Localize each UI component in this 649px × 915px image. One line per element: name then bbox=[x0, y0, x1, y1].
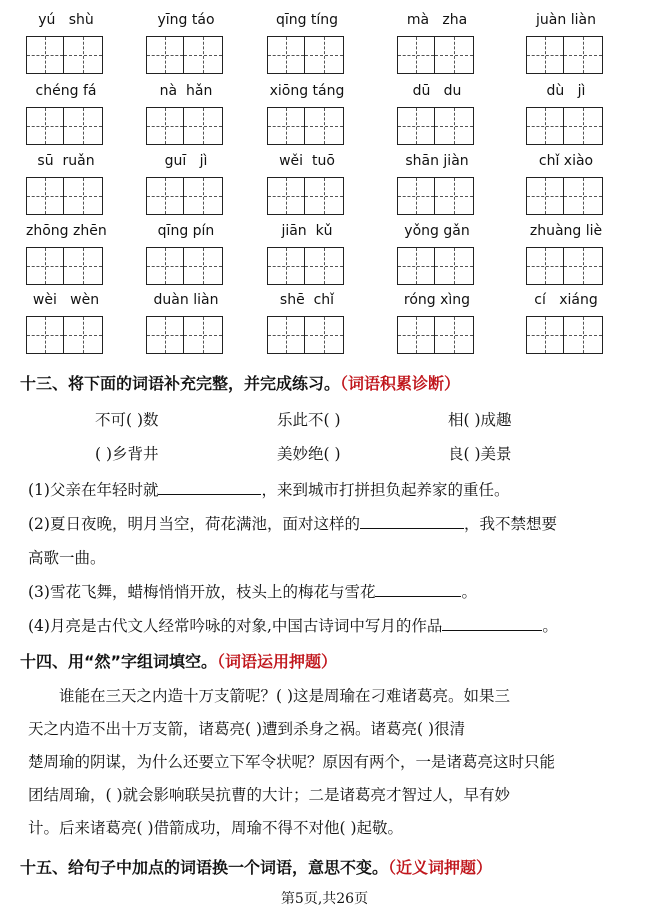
question-3 bbox=[28, 580, 477, 602]
writing-cells bbox=[267, 177, 347, 215]
writing-cells bbox=[146, 316, 226, 354]
guide-line-vertical bbox=[545, 248, 546, 284]
pinyin-text: cí xiáng bbox=[534, 292, 598, 308]
tianzige-cell[interactable] bbox=[26, 177, 64, 215]
tianzige-cell[interactable] bbox=[526, 177, 564, 215]
writing-cells bbox=[146, 177, 226, 215]
writing-cells bbox=[526, 316, 606, 354]
writing-cells bbox=[397, 316, 477, 354]
tianzige-cell[interactable] bbox=[64, 316, 103, 354]
tianzige-cell[interactable] bbox=[267, 247, 305, 285]
section-14-tag: （词语运用押题） bbox=[217, 652, 338, 671]
tianzige-cell[interactable] bbox=[397, 177, 435, 215]
guide-line-vertical bbox=[324, 178, 325, 214]
pinyin-text: yǒng gǎn bbox=[404, 223, 470, 239]
word-fill-4: ( )乡背井 bbox=[95, 445, 159, 463]
guide-line-vertical bbox=[203, 178, 204, 214]
tianzige-cell[interactable] bbox=[26, 107, 64, 145]
tianzige-cell[interactable] bbox=[435, 107, 474, 145]
tianzige-cell[interactable] bbox=[305, 177, 344, 215]
writing-cells bbox=[397, 107, 477, 145]
pinyin-text: zhōng zhēn bbox=[26, 223, 107, 239]
guide-line-vertical bbox=[165, 37, 166, 73]
writing-cells bbox=[526, 247, 606, 285]
tianzige-cell[interactable] bbox=[146, 107, 184, 145]
answer-blank-3[interactable] bbox=[375, 582, 461, 597]
writing-cells bbox=[146, 36, 226, 74]
tianzige-cell[interactable] bbox=[564, 247, 603, 285]
writing-cells bbox=[397, 177, 477, 215]
pinyin-text: sū ruǎn bbox=[37, 153, 95, 169]
tianzige-cell[interactable] bbox=[146, 177, 184, 215]
writing-cells bbox=[26, 247, 106, 285]
writing-cells bbox=[26, 177, 106, 215]
guide-line-vertical bbox=[45, 108, 46, 144]
tianzige-cell[interactable] bbox=[267, 107, 305, 145]
pinyin-text: chéng fá bbox=[35, 83, 97, 99]
question-1-end: ，来到城市打拼担负起养家的重任。 bbox=[261, 481, 510, 499]
tianzige-cell[interactable] bbox=[267, 177, 305, 215]
pinyin-text: wèi wèn bbox=[32, 292, 100, 308]
guide-line-vertical bbox=[286, 108, 287, 144]
tianzige-cell[interactable] bbox=[564, 316, 603, 354]
guide-line-vertical bbox=[83, 178, 84, 214]
pinyin-row bbox=[0, 153, 649, 223]
tianzige-cell[interactable] bbox=[64, 247, 103, 285]
guide-line-vertical bbox=[583, 178, 584, 214]
word-fill-2: 乐此不( ) bbox=[277, 411, 341, 429]
writing-cells bbox=[267, 247, 347, 285]
question-2-cont: 高歌一曲。 bbox=[28, 549, 106, 567]
page-footer: 第5页,共26页 bbox=[280, 891, 369, 907]
writing-cells bbox=[267, 316, 347, 354]
tianzige-cell[interactable] bbox=[146, 247, 184, 285]
tianzige-cell[interactable] bbox=[397, 107, 435, 145]
tianzige-cell[interactable] bbox=[397, 316, 435, 354]
answer-blank-4[interactable] bbox=[442, 616, 542, 631]
guide-line-vertical bbox=[83, 248, 84, 284]
guide-line-vertical bbox=[286, 178, 287, 214]
guide-line-vertical bbox=[416, 178, 417, 214]
writing-cells bbox=[26, 316, 106, 354]
section-14-passage bbox=[28, 680, 628, 845]
tianzige-cell[interactable] bbox=[64, 107, 103, 145]
pinyin-text: dù jì bbox=[546, 83, 586, 99]
tianzige-cell[interactable] bbox=[26, 247, 64, 285]
passage-line-5: 计。后来诸葛亮( )借箭成功，周瑜不得不对他( )起敬。 bbox=[28, 819, 404, 837]
section-13-tag: （词语积累诊断） bbox=[340, 374, 461, 393]
guide-line-vertical bbox=[203, 248, 204, 284]
guide-line-vertical bbox=[324, 37, 325, 73]
word-fill-6: 良( )美景 bbox=[448, 445, 512, 463]
word-fill-5: 美妙绝( ) bbox=[277, 445, 341, 463]
guide-line-vertical bbox=[286, 248, 287, 284]
question-4 bbox=[28, 614, 558, 636]
question-4-end: 。 bbox=[542, 617, 558, 635]
tianzige-cell[interactable] bbox=[184, 36, 223, 74]
guide-line-vertical bbox=[83, 317, 84, 353]
section-13-heading: 十三、将下面的词语补充完整，并完成练习。 bbox=[20, 374, 341, 393]
question-2 bbox=[28, 512, 557, 534]
tianzige-cell[interactable] bbox=[526, 316, 564, 354]
section-15-heading: 十五、给句子中加点的词语换一个词语，意思不变。 bbox=[20, 858, 389, 877]
section-15-title bbox=[20, 855, 492, 878]
tianzige-cell[interactable] bbox=[146, 36, 184, 74]
guide-line-vertical bbox=[45, 37, 46, 73]
guide-line-vertical bbox=[545, 108, 546, 144]
guide-line-vertical bbox=[165, 248, 166, 284]
guide-line-vertical bbox=[165, 108, 166, 144]
pinyin-text: róng xìng bbox=[403, 292, 471, 308]
writing-cells bbox=[26, 36, 106, 74]
guide-line-vertical bbox=[45, 317, 46, 353]
answer-blank-1[interactable] bbox=[158, 480, 261, 495]
guide-line-vertical bbox=[286, 317, 287, 353]
guide-line-vertical bbox=[45, 248, 46, 284]
tianzige-cell[interactable] bbox=[526, 107, 564, 145]
pinyin-text: juàn liàn bbox=[536, 12, 596, 28]
tianzige-cell[interactable] bbox=[26, 36, 64, 74]
guide-line-vertical bbox=[454, 248, 455, 284]
tianzige-cell[interactable] bbox=[435, 316, 474, 354]
writing-cells bbox=[526, 177, 606, 215]
pinyin-text: yīng táo bbox=[157, 12, 215, 28]
tianzige-cell[interactable] bbox=[305, 247, 344, 285]
guide-line-vertical bbox=[583, 317, 584, 353]
tianzige-cell[interactable] bbox=[267, 316, 305, 354]
question-1-text: (1)父亲在年轻时就 bbox=[28, 481, 159, 499]
question-4-text: (4)月亮是古代文人经常吟咏的对象,中国古诗词中写月的作品 bbox=[28, 617, 443, 635]
guide-line-vertical bbox=[83, 37, 84, 73]
tianzige-cell[interactable] bbox=[305, 316, 344, 354]
guide-line-vertical bbox=[583, 248, 584, 284]
tianzige-cell[interactable] bbox=[397, 36, 435, 74]
guide-line-vertical bbox=[583, 37, 584, 73]
section-13-title bbox=[20, 371, 460, 394]
tianzige-cell[interactable] bbox=[435, 247, 474, 285]
guide-line-vertical bbox=[454, 317, 455, 353]
guide-line-vertical bbox=[416, 108, 417, 144]
tianzige-cell[interactable] bbox=[146, 316, 184, 354]
tianzige-cell[interactable] bbox=[184, 247, 223, 285]
guide-line-vertical bbox=[416, 37, 417, 73]
writing-cells bbox=[526, 36, 606, 74]
question-2-end: ，我不禁想要 bbox=[463, 515, 557, 533]
question-3-end: 。 bbox=[461, 583, 477, 601]
word-fill-1: 不可( )数 bbox=[95, 411, 159, 429]
writing-cells bbox=[146, 247, 226, 285]
tianzige-cell[interactable] bbox=[526, 36, 564, 74]
passage-line-2: 天之内造不出十万支箭，诸葛亮( )遭到杀身之祸。诸葛亮( )很清 bbox=[28, 720, 466, 738]
passage-line-3: 楚周瑜的阴谋，为什么还要立下军令状呢？原因有两个，一是诸葛亮这时只能 bbox=[28, 753, 556, 771]
section-14-title bbox=[20, 649, 337, 672]
tianzige-cell[interactable] bbox=[564, 107, 603, 145]
tianzige-cell[interactable] bbox=[305, 107, 344, 145]
guide-line-vertical bbox=[203, 37, 204, 73]
tianzige-cell[interactable] bbox=[184, 177, 223, 215]
section-15-tag: （近义词押题） bbox=[388, 858, 493, 877]
tianzige-cell[interactable] bbox=[267, 36, 305, 74]
guide-line-vertical bbox=[583, 108, 584, 144]
writing-cells bbox=[267, 36, 347, 74]
tianzige-cell[interactable] bbox=[526, 247, 564, 285]
guide-line-vertical bbox=[324, 317, 325, 353]
pinyin-row bbox=[0, 12, 649, 82]
tianzige-cell[interactable] bbox=[64, 36, 103, 74]
writing-cells bbox=[267, 107, 347, 145]
pinyin-text: shē chǐ bbox=[279, 292, 335, 308]
passage-line-4: 团结周瑜，( )就会影响联吴抗曹的大计；二是诸葛亮才智过人，早有妙 bbox=[28, 786, 511, 804]
tianzige-cell[interactable] bbox=[305, 36, 344, 74]
writing-cells bbox=[397, 36, 477, 74]
guide-line-vertical bbox=[416, 317, 417, 353]
pinyin-row bbox=[0, 292, 649, 362]
question-1 bbox=[28, 478, 509, 500]
question-2-text: (2)夏日夜晚，明月当空，荷花满池，面对这样的 bbox=[28, 515, 360, 533]
pinyin-text: guī jì bbox=[164, 153, 208, 169]
writing-cells bbox=[526, 107, 606, 145]
pinyin-text: dū du bbox=[412, 83, 462, 99]
pinyin-text: duàn liàn bbox=[153, 292, 219, 308]
word-fill-3: 相( )成趣 bbox=[448, 411, 512, 429]
tianzige-cell[interactable] bbox=[64, 177, 103, 215]
guide-line-vertical bbox=[324, 108, 325, 144]
pinyin-text: chǐ xiào bbox=[538, 153, 594, 169]
tianzige-cell[interactable] bbox=[26, 316, 64, 354]
guide-line-vertical bbox=[203, 317, 204, 353]
pinyin-text: qīng pín bbox=[157, 223, 215, 239]
guide-line-vertical bbox=[545, 178, 546, 214]
tianzige-cell[interactable] bbox=[184, 316, 223, 354]
guide-line-vertical bbox=[286, 37, 287, 73]
guide-line-vertical bbox=[83, 108, 84, 144]
answer-blank-2[interactable] bbox=[360, 514, 464, 529]
guide-line-vertical bbox=[454, 37, 455, 73]
guide-line-vertical bbox=[203, 108, 204, 144]
guide-line-vertical bbox=[324, 248, 325, 284]
guide-line-vertical bbox=[545, 317, 546, 353]
guide-line-vertical bbox=[454, 178, 455, 214]
pinyin-text: shān jiàn bbox=[405, 153, 469, 169]
tianzige-cell[interactable] bbox=[564, 177, 603, 215]
tianzige-cell[interactable] bbox=[435, 36, 474, 74]
pinyin-text: yú shù bbox=[38, 12, 94, 28]
tianzige-cell[interactable] bbox=[435, 177, 474, 215]
pinyin-text: qīng tíng bbox=[275, 12, 339, 28]
writing-cells bbox=[26, 107, 106, 145]
pinyin-text: wěi tuō bbox=[279, 153, 335, 169]
pinyin-text: nà hǎn bbox=[159, 83, 213, 99]
guide-line-vertical bbox=[416, 248, 417, 284]
guide-line-vertical bbox=[165, 317, 166, 353]
section-14-heading: 十四、用“然”字组词填空。 bbox=[20, 652, 218, 671]
writing-cells bbox=[397, 247, 477, 285]
guide-line-vertical bbox=[165, 178, 166, 214]
guide-line-vertical bbox=[545, 37, 546, 73]
pinyin-text: jiān kǔ bbox=[281, 223, 333, 239]
tianzige-cell[interactable] bbox=[184, 107, 223, 145]
guide-line-vertical bbox=[45, 178, 46, 214]
tianzige-cell[interactable] bbox=[564, 36, 603, 74]
pinyin-row bbox=[0, 223, 649, 293]
pinyin-text: mà zha bbox=[406, 12, 468, 28]
pinyin-text: xiōng táng bbox=[269, 83, 345, 99]
guide-line-vertical bbox=[454, 108, 455, 144]
passage-line-1: 谁能在三天之内造十万支箭呢？( )这是周瑜在刁难诸葛亮。如果三 bbox=[59, 687, 511, 705]
pinyin-text: zhuàng liè bbox=[529, 223, 603, 239]
writing-cells bbox=[146, 107, 226, 145]
tianzige-cell[interactable] bbox=[397, 247, 435, 285]
question-3-text: (3)雪花飞舞，蜡梅悄悄开放，枝头上的梅花与雪花 bbox=[28, 583, 376, 601]
pinyin-row bbox=[0, 83, 649, 153]
